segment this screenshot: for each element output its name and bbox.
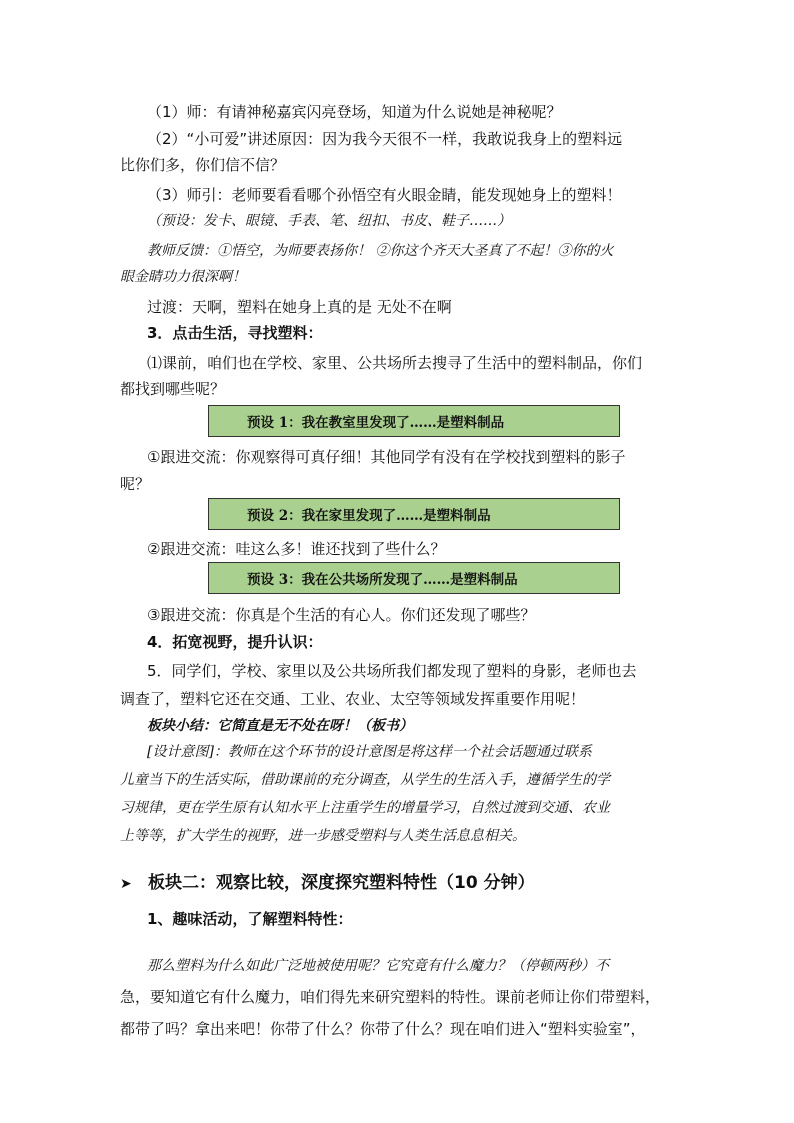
design-intent: [设计意图]：教师在这个环节的设计意图是将这样一个社会话题通过联系 xyxy=(147,744,592,760)
subheading: 4．拓宽视野，提升认识： xyxy=(147,633,323,651)
text-line: 调查了，塑料它还在交通、工业、农业、太空等领域发挥重要作用呢！ xyxy=(120,690,586,708)
preset-box-3: 预设 3：我在公共场所发现了……是塑料制品 xyxy=(208,562,620,594)
text-line: 都带了吗？拿出来吧！你带了什么？你带了什么？现在咱们进入“塑料实验室”， xyxy=(120,1020,646,1038)
design-intent: 儿童当下的生活实际，借助课前的充分调查，从学生的生活入手，遵循学生的学 xyxy=(120,772,610,788)
arrow-bullet-icon: ➤ xyxy=(120,876,132,892)
design-intent: 习规律，更在学生原有认知水平上注重学生的增量学习，自然过渡到交通、农业 xyxy=(120,800,610,816)
text-line: ③跟进交流：你真是个生活的有心人。你们还发现了哪些？ xyxy=(147,606,536,624)
text-line: 5．同学们，学校、家里以及公共场所我们都发现了塑料的身影，老师也去 xyxy=(147,662,637,680)
text-line: （3）师引：老师要看看哪个孙悟空有火眼金睛，能发现她身上的塑料！ xyxy=(147,186,622,204)
teacher-feedback: 教师反馈：①悟空，为师要表扬你！ ②你这个齐天大圣真了不起！③你的火 xyxy=(147,243,614,259)
preset-box-2: 预设 2：我在家里发现了……是塑料制品 xyxy=(208,498,620,530)
text-line: 比你们多，你们信不信？ xyxy=(120,156,286,174)
section-title: 板块二：观察比较，深度探究塑料特性（10 分钟） xyxy=(148,873,535,893)
text-line: 那么塑料为什么如此广泛地被使用呢？它究竟有什么魔力？（停顿两秒）不 xyxy=(147,958,609,974)
presets-note: （预设：发卡、眼镜、手表、笔、纽扣、书皮、鞋子……） xyxy=(147,213,511,229)
design-intent: 上等等，扩大学生的视野，进一步感受塑料与人类生活息息相关。 xyxy=(120,828,526,844)
text-line: ⑴课前，咱们也在学校、家里、公共场所去搜寻了生活中的塑料制品，你们 xyxy=(147,354,643,372)
teacher-feedback: 眼金睛功力很深啊！ xyxy=(120,269,246,285)
block-summary: 板块小结：它简直是无不处在呀！（板书） xyxy=(147,718,413,734)
text-line: （2）“小可爱”讲述原因：因为我今天很不一样，我敢说我身上的塑料远 xyxy=(147,130,623,148)
section-heading xyxy=(120,868,535,893)
text-line: 急，要知道它有什么魔力，咱们得先来研究塑料的特性。课前老师让你们带塑料， xyxy=(120,988,661,1006)
preset-box-1: 预设 1：我在教室里发现了……是塑料制品 xyxy=(208,405,620,437)
text-line: （1）师：有请神秘嘉宾闪亮登场，知道为什么说她是神秘呢？ xyxy=(147,103,562,121)
text-line: 过渡：天啊，塑料在她身上真的是 无处不在啊 xyxy=(147,298,452,316)
subheading: 1、趣味活动，了解塑料特性： xyxy=(147,910,353,928)
text-line: 都找到哪些呢？ xyxy=(120,380,226,398)
text-line: ②跟进交流：哇这么多！谁还找到了些什么？ xyxy=(147,540,446,558)
text-line: 呢？ xyxy=(120,475,151,493)
text-line: ①跟进交流：你观察得可真仔细！其他同学有没有在学校找到塑料的影子 xyxy=(147,448,626,466)
subheading: 3．点击生活，寻找塑料： xyxy=(147,324,323,342)
